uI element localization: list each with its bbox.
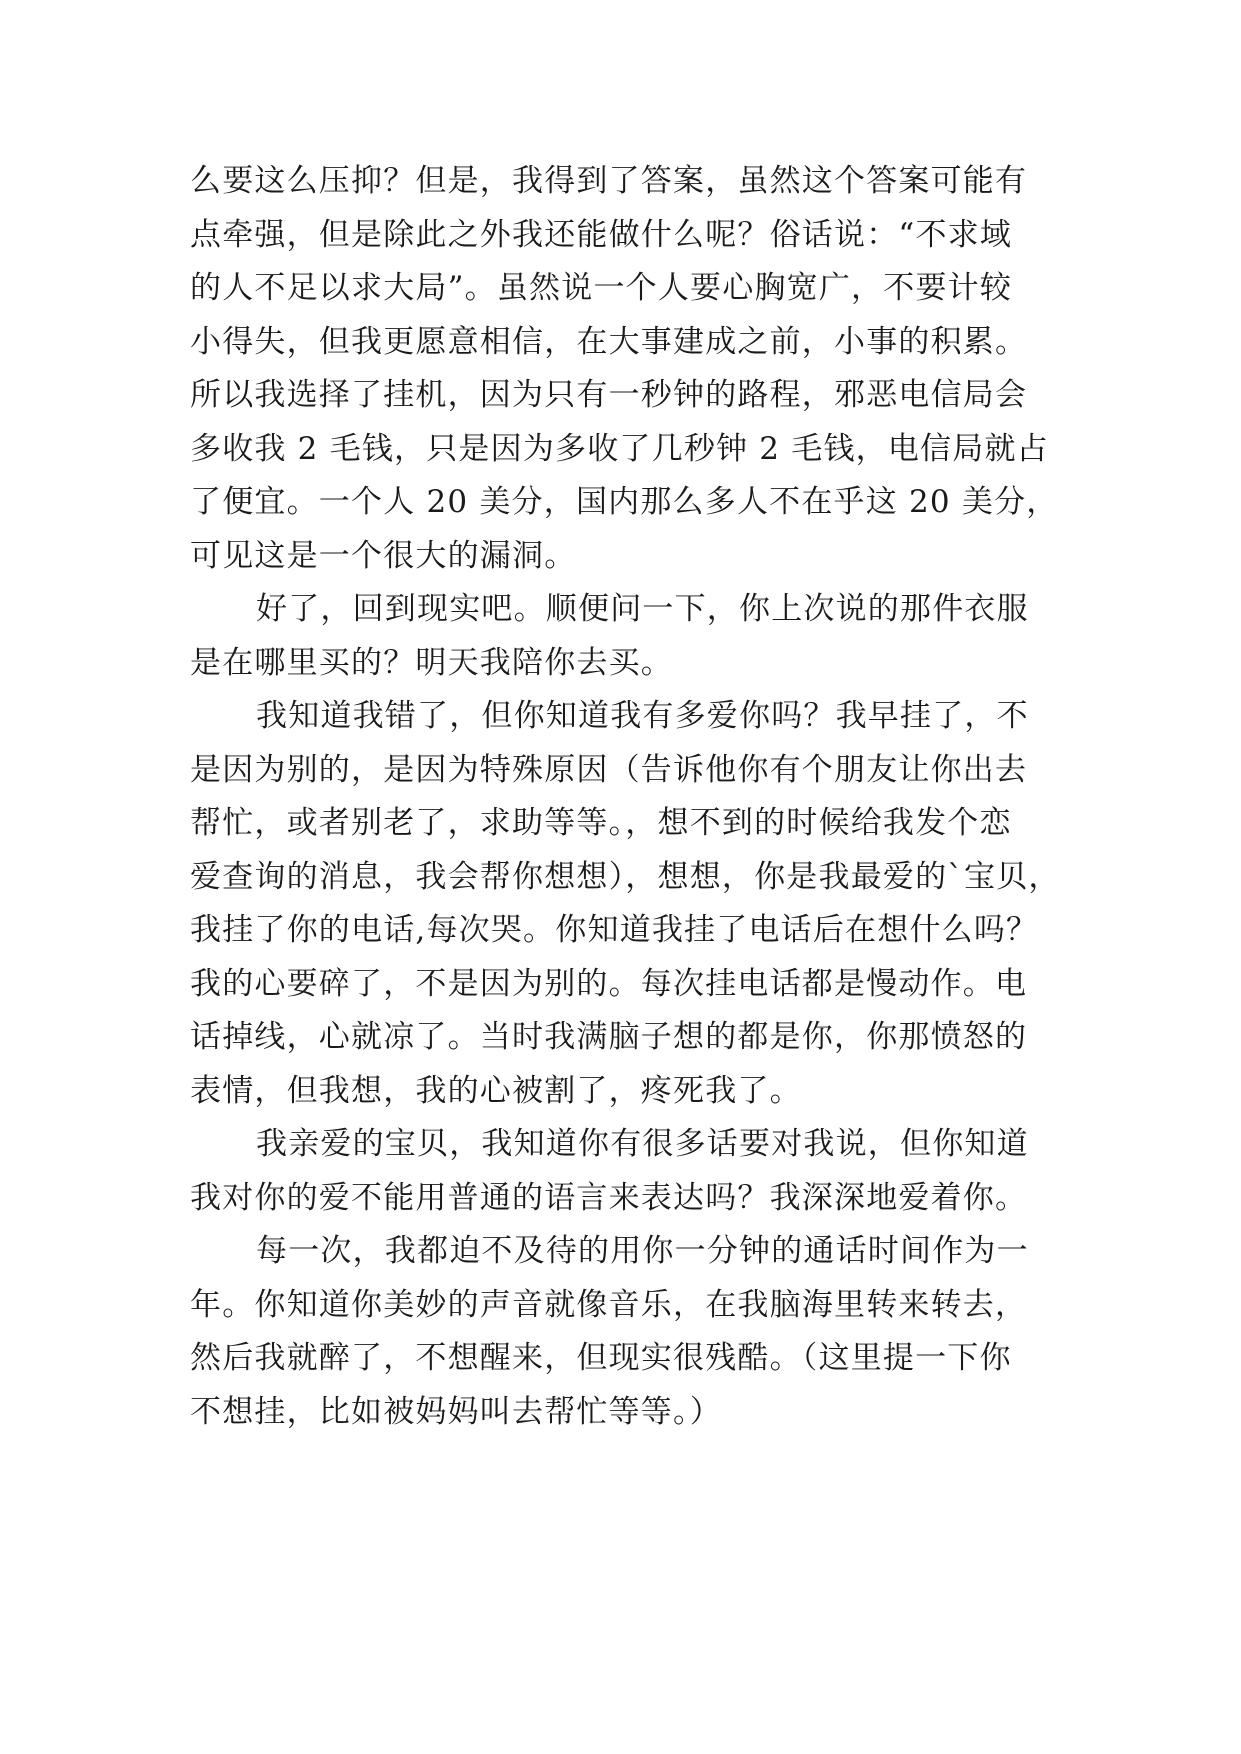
text-line: 点牵强，但是除此之外我还能做什么呢？俗话说：“不求域 xyxy=(190,216,1013,253)
text-line: 的人不足以求大局”。虽然说一个人要心胸宽广，不要计较 xyxy=(190,270,1013,306)
text-line: 了便宜。一个人 20 美分，国内那么多人不在乎这 20 美分， xyxy=(190,484,1059,520)
text-line: 我挂了你的电话,每次哭。你知道我挂了电话后在想什么吗？ xyxy=(190,912,1039,948)
body-text xyxy=(190,155,1061,1439)
text-line: 可见这是一个很大的漏洞。 xyxy=(190,537,577,574)
text-line: 是在哪里买的？明天我陪你去买。 xyxy=(190,644,673,681)
text-line: 话掉线，心就凉了。当时我满脑子想的都是你，你那愤怒的 xyxy=(190,1019,1028,1055)
text-line: 年。你知道你美妙的声音就像音乐，在我脑海里转来转去， xyxy=(190,1286,1028,1323)
text-line: 我的心要碎了，不是因为别的。每次挂电话都是慢动作。电 xyxy=(190,965,1028,1002)
paragraph-first-line: 我知道我错了，但你知道我有多爱你吗？我早挂了，不 xyxy=(256,698,1029,734)
text-line: 表情，但我想，我的心被割了，疼死我了。 xyxy=(190,1072,802,1109)
text-line: 我对你的爱不能用普通的语言来表达吗？我深深地爱着你。 xyxy=(190,1179,1028,1216)
text-line: 么要这么压抑？但是，我得到了答案，虽然这个答案可能有 xyxy=(190,163,1028,199)
paragraph-first-line: 每一次，我都迫不及待的用你一分钟的通话时间作为一 xyxy=(256,1233,1029,1269)
text-line: 然后我就醉了，不想醒来，但现实很残酷。（这里提一下你 xyxy=(190,1340,1012,1376)
paragraph-first-line: 好了，回到现实吧。顺便问一下，你上次说的那件衣服 xyxy=(256,591,1029,627)
text-line: 是因为别的，是因为特殊原因（告诉他你有个朋友让你出去 xyxy=(190,751,1028,788)
text-line: 小得失，但我更愿意相信，在大事建成之前，小事的积累。 xyxy=(190,323,1028,360)
paragraph-first-line: 我亲爱的宝贝，我知道你有很多话要对我说，但你知道 xyxy=(256,1126,1029,1162)
text-line: 帮忙，或者别老了，求助等等。，想不到的时候给我发个恋 xyxy=(190,805,1012,841)
text-line: 多收我 2 毛钱，只是因为多收了几秒钟 2 毛钱，电信局就占 xyxy=(190,430,1049,467)
text-line: 不想挂，比如被妈妈叫去帮忙等等。） xyxy=(190,1393,722,1430)
text-line: 所以我选择了挂机，因为只有一秒钟的路程，邪恶电信局会 xyxy=(190,377,1028,413)
text-line: 爱查询的消息，我会帮你想想），想想，你是我最爱的`宝贝， xyxy=(190,858,1061,895)
